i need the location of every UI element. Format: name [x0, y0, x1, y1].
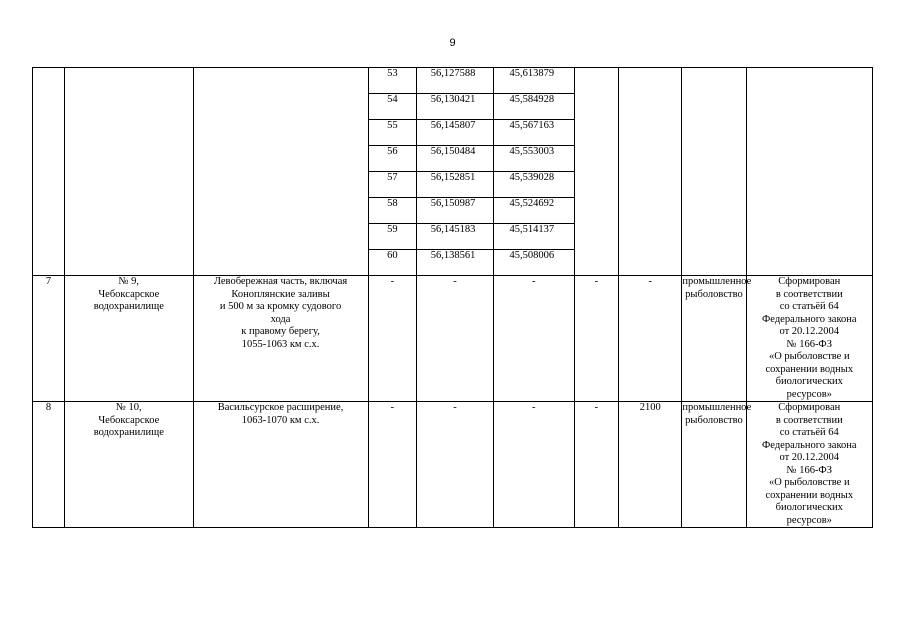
text-line: промышленное: [682, 276, 752, 287]
zone-descr-cell: [193, 276, 368, 402]
text-line: сохранении водных: [765, 363, 854, 375]
coordinate-row: [33, 146, 873, 172]
coordinate-lon-cell: 45,613879: [493, 68, 574, 94]
empty-cell: [33, 172, 65, 198]
coordinate-lat-cell: 56,138561: [417, 250, 494, 276]
empty-cell: [746, 120, 872, 146]
coordinate-lon-cell: 45,524692: [493, 198, 574, 224]
empty-cell: [746, 94, 872, 120]
coordinate-row: [33, 250, 873, 276]
text-line: хода: [270, 313, 291, 325]
coordinate-row: [33, 94, 873, 120]
empty-cell: [65, 224, 193, 250]
empty-cell: [682, 94, 746, 120]
text-line: от 20.12.2004: [779, 326, 840, 337]
zone-usage-cell: [682, 276, 752, 402]
empty-cell: [33, 120, 65, 146]
empty-cell: [682, 120, 746, 146]
zone-usage-cell: [682, 402, 752, 528]
text-line: ресурсов»: [786, 388, 832, 400]
coordinate-lon-cell: 45,508006: [493, 250, 574, 276]
text-line: Чебоксарское: [98, 288, 160, 300]
zone-c1-cell: -: [368, 402, 417, 528]
text-line: водохранилище: [93, 427, 164, 438]
empty-cell: [193, 198, 368, 224]
empty-cell: [65, 172, 193, 198]
text-line: Сформирован: [778, 276, 841, 287]
empty-cell: [746, 146, 872, 172]
empty-cell: [574, 68, 619, 94]
empty-cell: [746, 250, 872, 276]
text-line: от 20.12.2004: [779, 452, 840, 463]
text-line: к правому берегу,: [241, 326, 320, 337]
zone-note-cell: [746, 276, 872, 402]
empty-cell: [619, 120, 682, 146]
empty-cell: [682, 146, 746, 172]
empty-cell: [65, 146, 193, 172]
coordinate-lon-cell: 45,567163: [493, 120, 574, 146]
empty-cell: [682, 68, 746, 94]
empty-cell: [33, 224, 65, 250]
text-line: Левобережная часть, включая: [213, 276, 348, 287]
text-line: Чебоксарское: [98, 414, 160, 426]
empty-cell: [619, 94, 682, 120]
empty-cell: [193, 68, 368, 94]
empty-cell: [682, 172, 746, 198]
zone-index-cell: 7: [33, 276, 65, 402]
empty-cell: [65, 198, 193, 224]
text-line: рыболовство: [685, 414, 743, 426]
empty-cell: [574, 198, 619, 224]
zones-block: [33, 276, 873, 528]
empty-cell: [193, 250, 368, 276]
text-line: со статьёй 64: [779, 427, 839, 438]
coordinate-num-cell: 57: [368, 172, 417, 198]
empty-cell: [682, 250, 746, 276]
text-line: «О рыболовстве и: [768, 477, 850, 488]
zone-c2-cell: -: [417, 276, 494, 402]
text-line: промышленное: [682, 402, 752, 413]
empty-cell: [193, 172, 368, 198]
coordinate-num-cell: 55: [368, 120, 417, 146]
empty-cell: [574, 94, 619, 120]
zone-index-cell: 8: [33, 402, 65, 528]
page-number: 9: [449, 37, 456, 49]
text-line: № 9,: [118, 276, 140, 287]
empty-cell: [33, 198, 65, 224]
text-line: Сформирован: [778, 402, 841, 413]
text-line: в соответствии: [775, 288, 843, 300]
empty-cell: [746, 224, 872, 250]
coordinate-lat-cell: 56,150987: [417, 198, 494, 224]
empty-cell: [682, 224, 746, 250]
coordinate-row: [33, 68, 873, 94]
zone-row: [33, 402, 873, 528]
zone-c5-cell: 2100: [619, 402, 682, 528]
zone-c4-cell: -: [574, 402, 619, 528]
empty-cell: [574, 250, 619, 276]
zone-name-cell: [65, 402, 193, 528]
empty-cell: [33, 68, 65, 94]
coordinate-lon-cell: 45,514137: [493, 224, 574, 250]
text-line: сохранении водных: [765, 489, 854, 501]
coordinate-row: [33, 198, 873, 224]
empty-cell: [619, 146, 682, 172]
empty-cell: [193, 224, 368, 250]
empty-cell: [746, 68, 872, 94]
coordinate-lat-cell: 56,145183: [417, 224, 494, 250]
empty-cell: [65, 68, 193, 94]
empty-cell: [33, 94, 65, 120]
text-line: 1063-1070 км с.х.: [241, 414, 320, 426]
empty-cell: [574, 172, 619, 198]
coordinate-lat-cell: 56,145807: [417, 120, 494, 146]
empty-cell: [746, 172, 872, 198]
empty-cell: [746, 198, 872, 224]
coordinate-row: [33, 120, 873, 146]
coordinate-lon-cell: 45,584928: [493, 94, 574, 120]
coordinate-num-cell: 56: [368, 146, 417, 172]
text-line: Федерального закона: [762, 313, 857, 325]
zone-c3-cell: -: [493, 402, 574, 528]
coordinate-num-cell: 54: [368, 94, 417, 120]
coordinate-row: [33, 172, 873, 198]
empty-cell: [619, 198, 682, 224]
text-line: и 500 м за кромку судового: [219, 301, 342, 312]
zone-c1-cell: -: [368, 276, 417, 402]
coordinate-lon-cell: 45,539028: [493, 172, 574, 198]
text-line: биологических: [775, 502, 843, 513]
text-line: 1055-1063 км с.х.: [241, 338, 320, 350]
zone-name-cell: [65, 276, 193, 402]
text-line: № 10,: [115, 402, 142, 413]
coordinate-lat-cell: 56,150484: [417, 146, 494, 172]
empty-cell: [65, 250, 193, 276]
text-line: Коноплянские заливы: [231, 288, 330, 300]
text-line: Васильсурское расширение,: [217, 402, 344, 413]
zone-row: [33, 276, 873, 402]
text-line: «О рыболовстве и: [768, 351, 850, 362]
empty-cell: [33, 250, 65, 276]
empty-cell: [682, 198, 746, 224]
text-line: Федерального закона: [762, 439, 857, 451]
coordinate-lat-cell: 56,152851: [417, 172, 494, 198]
empty-cell: [193, 94, 368, 120]
empty-cell: [619, 250, 682, 276]
zone-c2-cell: -: [417, 402, 494, 528]
empty-cell: [193, 146, 368, 172]
zone-c3-cell: -: [493, 276, 574, 402]
empty-cell: [574, 120, 619, 146]
text-line: водохранилище: [93, 301, 164, 312]
empty-cell: [619, 172, 682, 198]
coordinate-row: [33, 224, 873, 250]
text-line: со статьёй 64: [779, 301, 839, 312]
coordinate-num-cell: 59: [368, 224, 417, 250]
text-line: рыболовство: [685, 288, 743, 300]
zone-descr-cell: [193, 402, 368, 528]
zone-note-cell: [746, 402, 872, 528]
text-line: биологических: [775, 376, 843, 387]
text-line: в соответствии: [775, 414, 843, 426]
empty-cell: [619, 68, 682, 94]
empty-cell: [574, 146, 619, 172]
empty-cell: [193, 120, 368, 146]
empty-cell: [574, 224, 619, 250]
text-line: № 166-ФЗ: [786, 464, 832, 476]
fishing-areas-table: [32, 67, 873, 528]
empty-cell: [33, 146, 65, 172]
coordinate-num-cell: 53: [368, 68, 417, 94]
coordinate-lon-cell: 45,553003: [493, 146, 574, 172]
coordinate-lat-cell: 56,130421: [417, 94, 494, 120]
coordinate-lat-cell: 56,127588: [417, 68, 494, 94]
empty-cell: [65, 120, 193, 146]
coordinate-num-cell: 58: [368, 198, 417, 224]
empty-cell: [65, 94, 193, 120]
text-line: № 166-ФЗ: [786, 338, 832, 350]
text-line: ресурсов»: [786, 514, 832, 526]
coordinate-num-cell: 60: [368, 250, 417, 276]
zone-c4-cell: -: [574, 276, 619, 402]
empty-cell: [619, 224, 682, 250]
coordinates-block: [33, 68, 873, 276]
zone-c5-cell: -: [619, 276, 682, 402]
